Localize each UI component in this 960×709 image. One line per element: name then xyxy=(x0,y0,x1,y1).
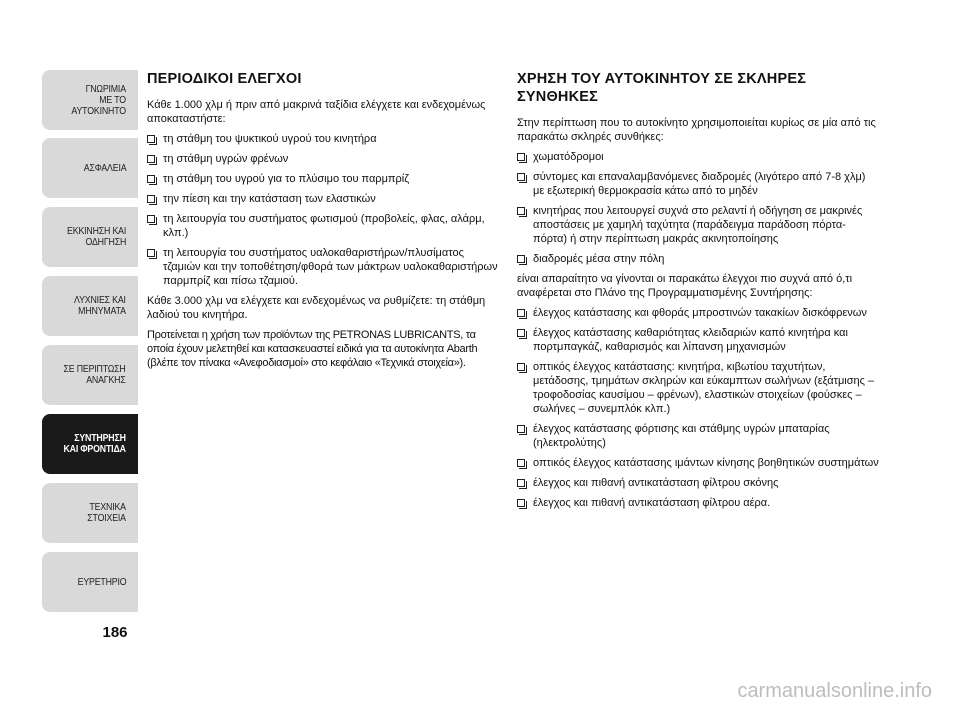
checkbox-bullet-icon xyxy=(147,175,155,183)
checkbox-bullet-icon xyxy=(517,207,525,215)
paragraph: Προτείνεται η χρήση των προϊόντων της PETRONAS LUBRICANTS, τα οποία έχουν μελετηθεί και κατασκευαστεί ειδικά για τα αυτοκίνητα Abarth (βλέπε τον πίνακα «Ανεφοδιασμοί» στο κεφάλαιο «Τεχνικά στοιχεία»). xyxy=(147,329,478,369)
tab-safety[interactable]: ΑΣΦΑΛΕΙΑ xyxy=(42,138,138,198)
list-item: έλεγχος κατάστασης καθαριότητας κλειδαριών καπό κινητήρα και πορτμπαγκάζ, καθαρισμός και λίπανση μηχανισμών xyxy=(517,326,879,354)
watermark: carmanualsonline.info xyxy=(737,680,932,702)
list-item: έλεγχος κατάστασης φόρτισης και στάθμης υγρών μπαταρίας (ηλεκτρολύτης) xyxy=(517,422,879,450)
checkbox-bullet-icon xyxy=(517,479,525,487)
checks-list xyxy=(517,306,879,510)
tab-lights-messages[interactable]: ΛΥΧΝΙΕΣ ΚΑΙ ΜΗΝΥΜΑΤΑ xyxy=(42,276,138,336)
checks-list xyxy=(147,132,502,288)
tab-starting-driving[interactable]: ΕΚΚΙΝΗΣΗ ΚΑΙ ΟΔΗΓΗΣΗ xyxy=(42,207,138,267)
section-title: ΧΡΗΣΗ ΤΟΥ ΑΥΤΟΚΙΝΗΤΟΥ ΣΕ ΣΚΛΗΡΕΣ ΣΥΝΘΗΚΕΣ xyxy=(517,71,807,105)
paragraph: Κάθε 3.000 χλμ να ελέγχετε και ενδεχομένως να ρυθμίζετε: τη στάθμη λαδιού του κινητήρα. xyxy=(147,295,486,321)
intro-paragraph: Κάθε 1.000 χλμ ή πριν από μακρινά ταξίδια ελέγχετε και ενδεχομένως αποκαταστήστε: xyxy=(147,99,486,125)
checkbox-bullet-icon xyxy=(147,155,155,163)
checkbox-bullet-icon xyxy=(517,173,525,181)
list-item: κινητήρας που λειτουργεί συχνά στο ρελαντί ή οδήγηση σε μακρινές αποστάσεις με χαμηλή ταχύτητα (παράδειγμα παράδοση πόρτα-πόρτα) ή στην περίπτωση μακράς ακινητοποίησης xyxy=(517,204,879,246)
list-item: έλεγχος και πιθανή αντικατάσταση φίλτρου αέρα. xyxy=(517,496,879,510)
list-item: τη στάθμη του ψυκτικού υγρού του κινητήρα xyxy=(147,132,502,146)
checkbox-bullet-icon xyxy=(517,459,525,467)
list-item: έλεγχος κατάστασης και φθοράς μπροστινών τακακίων δισκόφρενων xyxy=(517,306,879,320)
checkbox-bullet-icon xyxy=(517,153,525,161)
periodic-checks-section xyxy=(147,70,502,376)
checkbox-bullet-icon xyxy=(517,255,525,263)
checkbox-bullet-icon xyxy=(517,309,525,317)
checkbox-bullet-icon xyxy=(147,195,155,203)
section-title: ΠΕΡΙΟΔΙΚΟΙ ΕΛΕΓΧΟΙ xyxy=(147,71,302,87)
checkbox-bullet-icon xyxy=(517,329,525,337)
list-item: χωματόδρομοι xyxy=(517,150,879,164)
page-number: 186 xyxy=(102,624,128,641)
severe-conditions-section xyxy=(517,70,879,516)
tab-technical-data[interactable]: ΤΕΧΝΙΚΑ ΣΤΟΙΧΕΙΑ xyxy=(42,483,138,543)
list-item: οπτικός έλεγχος κατάστασης ιμάντων κίνησης βοηθητικών συστημάτων xyxy=(517,456,879,470)
tab-maintenance-care[interactable]: ΣΥΝΤΗΡΗΣΗ ΚΑΙ ΦΡΟΝΤΙΔΑ xyxy=(42,414,138,474)
intro-paragraph: Στην περίπτωση που το αυτοκίνητο χρησιμοποιείται κυρίως σε μία από τις παρακάτω σκληρές συνθήκες: xyxy=(517,117,876,143)
checkbox-bullet-icon xyxy=(147,249,155,257)
list-item: οπτικός έλεγχος κατάστασης: κινητήρα, κιβωτίου ταχυτήτων, μετάδοσης, τμημάτων σκληρών και εύκαμπτων σωλήνων (εξάτμισης – τροφοδοσίας καυσίμου – φρένων), ελαστικών στοιχείων (φούσκες – σωλήνες – συνεμπλόκ κλπ.) xyxy=(517,360,879,416)
list-item: σύντομες και επαναλαμβανόμενες διαδρομές (λιγότερο από 7-8 χλμ) με εξωτερική θερμοκρασία κάτω από το μηδέν xyxy=(517,170,879,198)
checkbox-bullet-icon xyxy=(147,215,155,223)
checkbox-bullet-icon xyxy=(517,499,525,507)
list-item: τη λειτουργία του συστήματος φωτισμού (προβολείς, φλας, αλάρμ, κλπ.) xyxy=(147,212,502,240)
checkbox-bullet-icon xyxy=(517,425,525,433)
tab-index[interactable]: ΕΥΡΕΤΗΡΙΟ xyxy=(42,552,138,612)
list-item: την πίεση και την κατάσταση των ελαστικών xyxy=(147,192,502,206)
tab-getting-to-know-car[interactable]: ΓΝΩΡΙΜΙΑ ΜΕ ΤΟ ΑΥΤΟΚΙΝΗΤΟ xyxy=(42,70,138,130)
list-item: διαδρομές μέσα στην πόλη xyxy=(517,252,879,266)
list-item: έλεγχος και πιθανή αντικατάσταση φίλτρου σκόνης xyxy=(517,476,879,490)
checkbox-bullet-icon xyxy=(517,363,525,371)
list-item: τη στάθμη υγρών φρένων xyxy=(147,152,502,166)
checkbox-bullet-icon xyxy=(147,135,155,143)
list-item: τη στάθμη του υγρού για το πλύσιμο του παρμπρίζ xyxy=(147,172,502,186)
tab-emergency[interactable]: ΣΕ ΠΕΡΙΠΤΩΣΗ ΑΝΑΓΚΗΣ xyxy=(42,345,138,405)
paragraph: είναι απαραίτητο να γίνονται οι παρακάτω έλεγχοι πιο συχνά από ό,τι αναφέρεται στο Πλάνο της Προγραμματισμένης Συντήρησης: xyxy=(517,273,853,299)
list-item: τη λειτουργία του συστήματος υαλοκαθαριστήρων/πλυσίματος τζαμιών και την τοποθέτηση/φθορά των μάκτρων υαλοκαθαριστήρων παρμπρίζ και πίσω τζαμιού. xyxy=(147,246,502,288)
conditions-list xyxy=(517,150,879,266)
